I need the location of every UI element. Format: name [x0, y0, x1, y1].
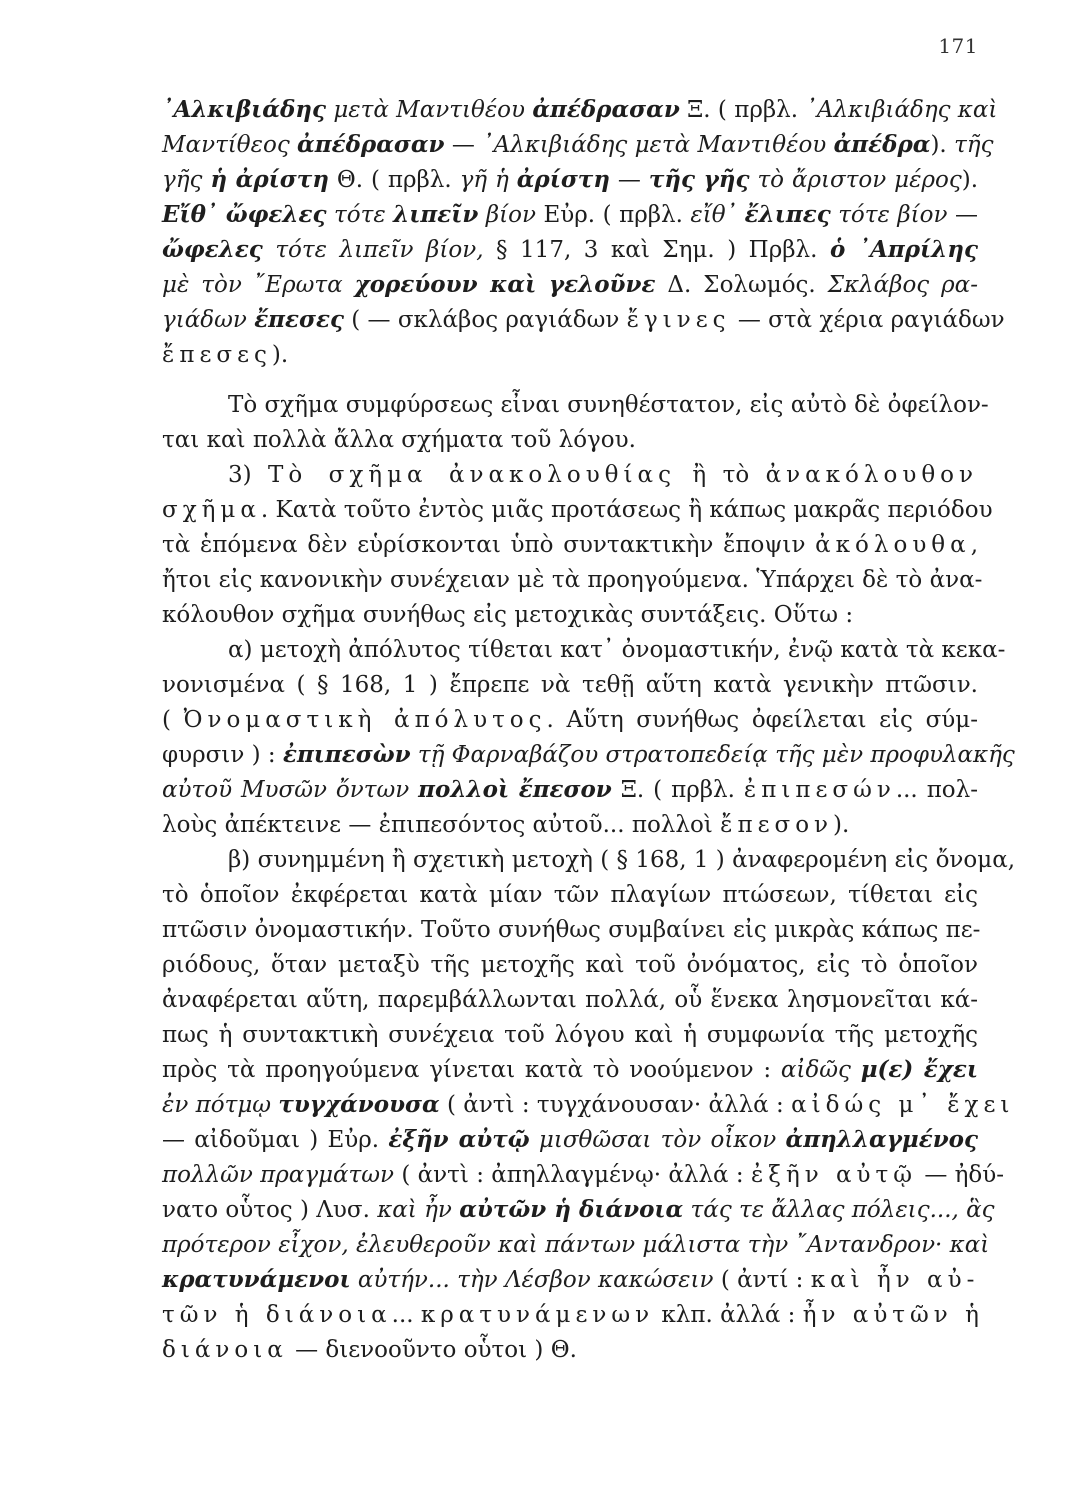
- text-segment: αὐτήν... τὴν Λέσβον κακώσειν: [350, 1267, 714, 1293]
- text-segment: ἀναφέρεται αὕτη, παρεμβάλλωνται πολλά, οὗ ἕνεκα λησμονεῖται κά-: [162, 987, 978, 1013]
- text-segment: ).: [930, 132, 955, 158]
- text-line: [162, 235, 978, 265]
- text-segment: λοὺς ἀπέκτεινε — ἐπιπεσόντος αὐτοῦ... πολλοὶ: [162, 812, 721, 838]
- text-line: [162, 565, 983, 595]
- text-segment: Δ. Σολωμός.: [655, 272, 828, 298]
- text-segment: . Αὕτη συνήθως ὀφείλεται εἰς σύμ-: [546, 707, 978, 733]
- text-segment: νονισμένα ( § 168, 1 ) ἔπρεπε νὰ τεθῇ αὕτη κατὰ γενικὴν πτῶσιν.: [162, 672, 978, 698]
- text-segment: ).: [271, 342, 289, 368]
- text-segment: ἦν αὐτῶν ἡ: [802, 1302, 984, 1328]
- text-segment: ἀπέδρασαν: [532, 96, 680, 123]
- text-segment: ὁ ᾿Απρίλης: [829, 236, 978, 263]
- text-segment: — ἠδύ-: [917, 1162, 1005, 1188]
- text-line: [162, 340, 978, 370]
- text-segment: ).: [961, 167, 979, 193]
- text-segment: τῶν ἡ διάνοια: [162, 1302, 392, 1328]
- text-segment: πως ἡ συντακτικὴ συνέχεια τοῦ λόγου καὶ ἡ συμφωνία τῆς μετοχῆς: [162, 1022, 978, 1048]
- text-segment: ( — σκλάβος ραγιάδων: [343, 307, 627, 333]
- text-segment: βίον: [478, 202, 536, 228]
- text-segment: Ξ. ( πρβλ.: [679, 97, 806, 123]
- text-segment: —: [947, 202, 979, 228]
- text-line: [162, 985, 978, 1015]
- text-segment: ᾿Αλκιβιάδης μετὰ Μαντιθέου: [482, 132, 834, 158]
- text-segment: — διενοοῦντο οὗτοι ) Θ.: [287, 1337, 577, 1363]
- text-line: [162, 1090, 1015, 1120]
- text-line: [162, 635, 1006, 665]
- text-segment: τὰ ἑπόμενα δὲν εὑρίσκονται ὑπὸ συντακτικὴν ἔποψιν: [162, 532, 816, 558]
- text-line: [162, 740, 1015, 770]
- text-segment: — αἰδοῦμαι ) Εὐρ.: [162, 1127, 389, 1153]
- text-segment: ἐπιπεσών: [743, 777, 896, 803]
- page-number: 171: [938, 34, 978, 58]
- text-segment: ᾿Αλκιβιάδης: [162, 96, 327, 123]
- text-segment: κρατυνάμενοι: [162, 1266, 351, 1293]
- text-segment: φυρσιν ) :: [162, 742, 283, 768]
- text-segment: τότε λιπεῖν βίον,: [262, 237, 484, 263]
- text-segment: λιπεῖν: [393, 201, 479, 228]
- text-segment: ἔπεσες: [162, 342, 272, 368]
- text-segment: αἰδῶς: [780, 1057, 861, 1083]
- text-segment: μετὰ Μαντιθέου: [326, 97, 533, 123]
- text-segment: Ὀνομαστικὴ ἀπόλυτος: [183, 707, 547, 733]
- text-segment: Τὸ σχῆμα συμφύρσεως εἶναι συνηθέστατον, εἰς αὐτὸ δὲ ὀφείλον-: [228, 392, 989, 418]
- text-segment: § 117, 3 καὶ Σημ. ) Πρβλ.: [483, 237, 830, 263]
- text-segment: πολλῶν πραγμάτων: [162, 1162, 395, 1188]
- text-line: [162, 1300, 984, 1330]
- text-line: [162, 775, 978, 805]
- text-segment: . Κατὰ τοῦτο ἐντὸς μιᾶς προτάσεως ἢ κάπως μακρᾶς περιόδου: [260, 497, 993, 523]
- text-segment: ἀπέδρα: [833, 131, 931, 158]
- text-segment: ὤφελες: [162, 236, 263, 263]
- text-segment: Μαντίθεος: [162, 132, 298, 158]
- text-line: [162, 845, 1016, 875]
- text-line: [162, 915, 981, 945]
- text-segment: ἐν πότμῳ: [162, 1092, 279, 1118]
- text-segment: ται καὶ πολλὰ ἄλλα σχήματα τοῦ λόγου.: [162, 427, 636, 453]
- text-segment: τῆς: [954, 132, 994, 158]
- text-segment: ᾿Αλκιβιάδης καὶ: [805, 97, 998, 123]
- text-segment: νατο οὗτος ) Λυσ.: [162, 1197, 378, 1223]
- text-segment: ἀνακόλουθον: [765, 462, 978, 488]
- text-segment: ἤτοι εἰς κανονικὴν συνέχειαν μὲ τὰ προηγούμενα. Ὑπάρχει δὲ τὸ ἀνα-: [162, 567, 983, 593]
- text-segment: τῇ Φαρναβάζου στρατοπεδείᾳ τῆς μὲν προφυλακῆς: [410, 742, 1015, 768]
- text-segment: ἔπεσες: [254, 306, 344, 333]
- text-line: [162, 600, 978, 630]
- text-segment: γιάδων: [162, 307, 255, 333]
- text-segment: α) μετοχὴ ἀπόλυτος τίθεται κατ᾿ ὀνομαστικήν, ἐνῷ κατὰ τὰ κεκα-: [228, 637, 1006, 663]
- text-segment: τῆς γῆς: [648, 166, 750, 193]
- text-segment: σχῆμα: [162, 497, 261, 523]
- text-segment: πτῶσιν ὀνομαστικήν. Τοῦτο συνήθως συμβαίνει εἰς μικρὰς κάπως πε-: [162, 917, 981, 943]
- text-line: [162, 670, 978, 700]
- text-line: [162, 1230, 990, 1260]
- text-segment: τάς τε ἄλλας πόλεις..., ἃς: [683, 1197, 995, 1223]
- text-segment: τότε: [326, 202, 394, 228]
- text-line: [162, 165, 978, 195]
- text-segment: κλπ. ἀλλά :: [654, 1302, 803, 1328]
- text-line: [162, 1125, 978, 1155]
- text-segment: εἴθ᾿: [690, 202, 745, 228]
- text-line: [162, 530, 978, 560]
- text-segment: ἀπέδρασαν: [297, 131, 445, 158]
- text-line: [162, 705, 978, 735]
- text-segment: ἢ τὸ: [675, 462, 766, 488]
- text-segment: ( ἀντὶ : ἀπηλλαγμένῳ· ἀλλά :: [394, 1162, 751, 1188]
- text-segment: τὸ ἄριστον μέρος: [749, 167, 962, 193]
- text-segment: ἀρίστη: [516, 166, 610, 193]
- text-segment: Σκλάβος ρα-: [827, 272, 978, 298]
- text-segment: 3): [228, 462, 269, 488]
- text-segment: ( ἀντί :: [713, 1267, 811, 1293]
- text-segment: Ξ. ( πρβλ.: [611, 777, 744, 803]
- text-line: [162, 950, 978, 980]
- text-line: [162, 200, 978, 230]
- text-segment: γῆ ἡ: [459, 167, 517, 193]
- text-segment: ριόδους, ὅταν μεταξὺ τῆς μετοχῆς καὶ τοῦ ὀνόματος, εἰς τὸ ὁποῖον: [162, 952, 978, 978]
- text-segment: αἰδώς μ᾿ ἔχει: [791, 1092, 1015, 1118]
- text-line: [162, 1160, 1005, 1190]
- text-segment: κόλουθον σχῆμα συνήθως εἰς μετοχικὰς συντάξεις. Οὕτω :: [162, 602, 854, 628]
- text-segment: ἔλιπες: [744, 201, 831, 228]
- text-segment: —: [444, 132, 483, 158]
- text-segment: ἐξῆν αὐτῷ: [750, 1162, 918, 1188]
- text-line: [162, 95, 998, 125]
- text-segment: πολλοὶ ἔπεσον: [418, 776, 612, 803]
- text-segment: ἔγινες: [626, 307, 731, 333]
- text-segment: πρότερον εἶχον, ἐλευθεροῦν καὶ πάντων μάλιστα τὴν ῎Αντανδρον· καὶ: [162, 1232, 990, 1258]
- text-line: [162, 1195, 995, 1225]
- text-segment: τυγχάνουσα: [278, 1091, 440, 1118]
- text-line: [162, 305, 1005, 335]
- text-segment: ἀκόλουθα: [815, 532, 971, 558]
- text-segment: Τὸ σχῆμα ἀνακολουθίας: [268, 462, 676, 488]
- text-line: [162, 495, 993, 525]
- text-line: [162, 810, 978, 840]
- text-segment: ἡ ἀρίστη: [210, 166, 329, 193]
- text-segment: μὲ τὸν ῎Ερωτα: [162, 272, 355, 298]
- text-segment: —: [609, 167, 649, 193]
- text-segment: πρὸς τὰ προηγούμενα γίνεται κατὰ τὸ νοούμενον :: [162, 1057, 781, 1083]
- text-segment: κρατυνάμενων: [420, 1302, 655, 1328]
- text-segment: ἔπεσον: [720, 812, 834, 838]
- text-segment: καὶ ἦν: [377, 1197, 460, 1223]
- text-segment: διάνοια: [162, 1337, 288, 1363]
- text-line: [162, 390, 989, 420]
- text-line: [162, 1020, 978, 1050]
- text-segment: — στὰ χέρια ραγιάδων: [730, 307, 1005, 333]
- text-segment: ... πολ-: [895, 777, 979, 803]
- text-segment: ἐπιπεσὼν: [282, 741, 411, 768]
- text-segment: τότε βίον: [830, 202, 948, 228]
- text-segment: ( ἀντὶ : τυγχάνουσαν· ἀλλά :: [439, 1092, 792, 1118]
- text-segment: β) συνημμένη ἢ σχετικὴ μετοχὴ ( § 168, 1 ) ἀναφερομένη εἰς ὄνομα,: [228, 847, 1016, 873]
- text-line: [162, 270, 978, 300]
- text-line: [162, 425, 978, 455]
- text-segment: μ(ε) ἔχει: [860, 1056, 979, 1083]
- text-line: [162, 460, 978, 490]
- text-line: [162, 1055, 978, 1085]
- text-segment: ).: [833, 812, 850, 838]
- text-segment: μισθῶσαι τὸν οἶκον: [529, 1127, 786, 1153]
- text-segment: Εἴθ᾿ ὤφελες: [162, 201, 327, 228]
- text-segment: ...: [391, 1302, 421, 1328]
- text-segment: Θ. ( πρβλ.: [328, 167, 460, 193]
- text-segment: (: [162, 707, 184, 733]
- text-segment: Εὐρ. ( πρβλ.: [536, 202, 691, 228]
- text-segment: ,: [970, 532, 978, 558]
- text-segment: αὐτοῦ Μυσῶν ὄντων: [162, 777, 419, 803]
- text-segment: γῆς: [162, 167, 211, 193]
- text-line: [162, 1335, 978, 1365]
- text-segment: ἐξῆν αὐτῷ: [388, 1126, 530, 1153]
- text-segment: καὶ ἦν αὐ-: [810, 1267, 980, 1293]
- text-line: [162, 880, 978, 910]
- text-line: [162, 130, 994, 160]
- text-segment: τὸ ὁποῖον ἐκφέρεται κατὰ μίαν τῶν πλαγίων πτώσεων, τίθεται εἰς: [162, 882, 978, 908]
- text-segment: ἀπηλλαγμένος: [785, 1126, 979, 1153]
- text-line: [162, 1265, 978, 1295]
- text-segment: αὐτῶν ἡ διάνοια: [459, 1196, 684, 1223]
- text-segment: χορεύουν καὶ γελοῦνε: [354, 271, 656, 298]
